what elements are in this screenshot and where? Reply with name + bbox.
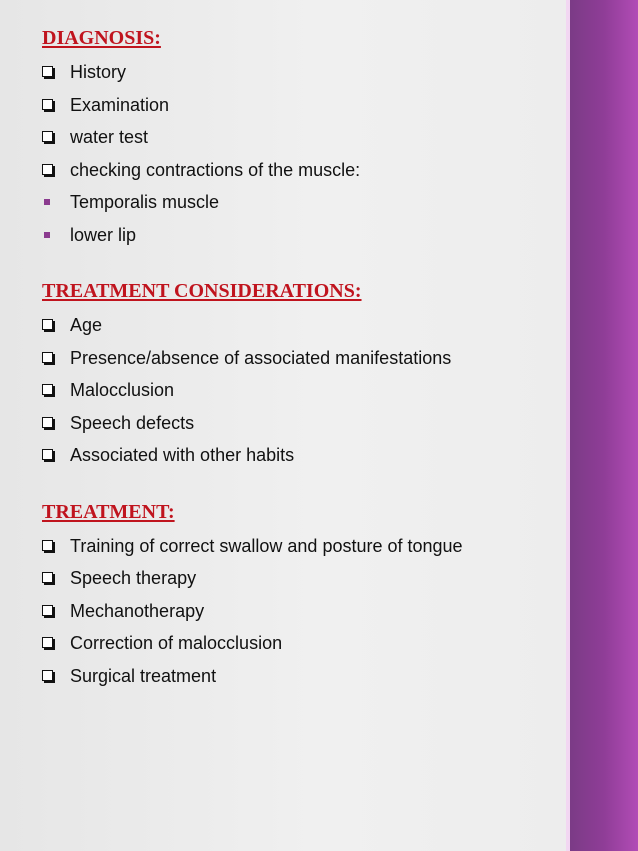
checkbox-bullet-icon — [42, 164, 53, 175]
list-item-text: lower lip — [70, 224, 137, 245]
checkbox-bullet-icon — [42, 384, 53, 395]
checkbox-bullet-icon — [42, 99, 53, 110]
list-item-text: Malocclusion — [70, 380, 175, 400]
list-item-text: Examination — [70, 94, 170, 115]
list-item — [42, 660, 562, 693]
list-item — [42, 374, 562, 407]
checkbox-bullet-icon — [42, 66, 53, 77]
list-item-text: Associated with other habits — [70, 445, 295, 465]
section-treatment — [42, 500, 562, 693]
checkbox-bullet-icon — [42, 131, 53, 142]
checkbox-bullet-icon — [42, 319, 53, 330]
square-bullet-icon — [44, 199, 50, 205]
list-item — [42, 121, 562, 154]
slide-content — [42, 26, 562, 720]
section-heading: TREATMENT CONSIDERATIONS: — [42, 280, 362, 302]
checkbox-bullet-icon — [42, 352, 53, 363]
list-item — [42, 530, 562, 563]
section-heading: DIAGNOSIS: — [42, 27, 161, 49]
list-item-text: Speech defects — [70, 412, 195, 433]
checkbox-bullet-icon — [42, 572, 53, 583]
square-bullet-icon — [44, 232, 50, 238]
list-item-text: History — [70, 62, 127, 82]
list-item — [42, 309, 562, 342]
bullet-list — [42, 530, 562, 693]
checkbox-bullet-icon — [42, 637, 53, 648]
list-item — [42, 627, 562, 660]
list-item — [42, 439, 562, 472]
list-item — [42, 186, 562, 219]
list-item-text: Age — [70, 315, 103, 335]
section-treatment-considerations — [42, 279, 562, 472]
list-item — [42, 154, 562, 187]
list-item-text: Presence/absence of associated manifestations — [70, 347, 452, 368]
section-diagnosis — [42, 26, 562, 251]
list-item-text: water test — [70, 127, 149, 147]
list-item-text: Surgical treatment — [70, 665, 217, 686]
list-item-text: Correction of malocclusion — [70, 633, 283, 653]
list-item — [42, 89, 562, 122]
list-item — [42, 342, 562, 375]
list-item — [42, 407, 562, 440]
bullet-list — [42, 56, 562, 251]
checkbox-bullet-icon — [42, 449, 53, 460]
list-item-text: checking contractions of the muscle: — [70, 159, 361, 180]
checkbox-bullet-icon — [42, 605, 53, 616]
list-item — [42, 219, 562, 252]
list-item — [42, 56, 562, 89]
accent-strip — [570, 0, 638, 851]
list-item-text: Training of correct swallow and posture of tongue — [70, 535, 463, 556]
list-item — [42, 595, 562, 628]
checkbox-bullet-icon — [42, 670, 53, 681]
checkbox-bullet-icon — [42, 540, 53, 551]
list-item — [42, 562, 562, 595]
list-item-text: Mechanotherapy — [70, 600, 205, 621]
list-item-text: Temporalis muscle — [70, 192, 220, 212]
section-heading: TREATMENT: — [42, 500, 175, 523]
bullet-list — [42, 309, 562, 472]
checkbox-bullet-icon — [42, 417, 53, 428]
list-item-text: Speech therapy — [70, 568, 197, 588]
